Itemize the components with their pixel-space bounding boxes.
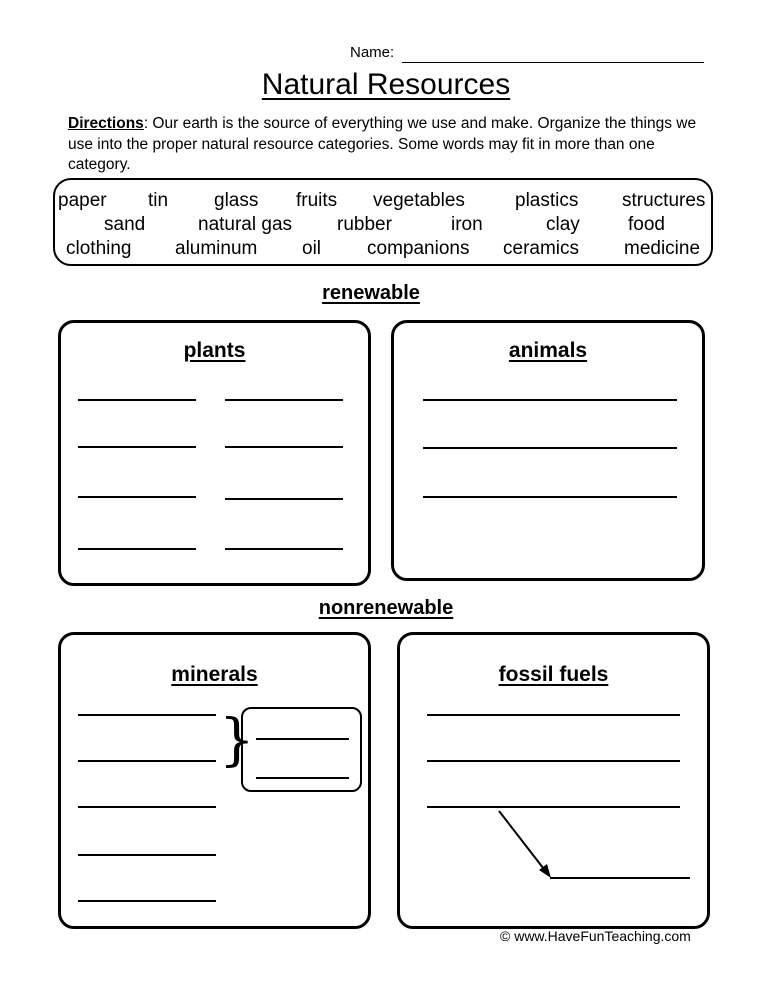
- answer-line[interactable]: [423, 447, 677, 449]
- answer-line[interactable]: [423, 496, 677, 498]
- word-bank-item: aluminum: [175, 238, 258, 259]
- brace-icon: }: [219, 708, 255, 773]
- answer-line[interactable]: [78, 496, 196, 498]
- answer-line[interactable]: [78, 548, 196, 550]
- answer-line[interactable]: [423, 399, 677, 401]
- word-bank-item: glass: [214, 190, 259, 211]
- word-bank-item: oil: [302, 238, 322, 259]
- answer-line[interactable]: [427, 714, 680, 716]
- word-bank-item: clothing: [66, 238, 132, 259]
- animals-box: [391, 320, 705, 581]
- answer-line[interactable]: [427, 760, 680, 762]
- word-bank-item: fruits: [296, 190, 338, 211]
- answer-line[interactable]: [256, 738, 349, 740]
- directions: [68, 114, 718, 176]
- minerals-sub-box: [241, 707, 362, 792]
- directions-text: : Our earth is the source of everything we use and make. Organize the things we use into the proper natural resource categories. Some words may fit in more than one category.: [68, 115, 697, 173]
- answer-line[interactable]: [78, 806, 216, 808]
- copyright: © www.HaveFunTeaching.com: [500, 928, 691, 944]
- word-bank-item: structures: [622, 190, 706, 211]
- answer-line[interactable]: [78, 900, 216, 902]
- word-bank-item: tin: [148, 190, 169, 211]
- answer-line[interactable]: [225, 399, 343, 401]
- arrow-icon: [495, 807, 555, 882]
- word-bank-item: paper: [58, 190, 107, 211]
- answer-line[interactable]: [78, 399, 196, 401]
- answer-line[interactable]: [225, 446, 343, 448]
- minerals-title: minerals: [171, 663, 258, 686]
- answer-line[interactable]: [256, 777, 349, 779]
- word-bank-item: plastics: [515, 190, 579, 211]
- word-bank-item: clay: [546, 214, 580, 235]
- answer-line[interactable]: [78, 760, 216, 762]
- word-bank-item: medicine: [624, 238, 701, 259]
- word-bank-item: sand: [104, 214, 146, 235]
- answer-line[interactable]: [78, 446, 196, 448]
- minerals-box: [58, 632, 371, 929]
- word-bank-item: vegetables: [373, 190, 465, 211]
- answer-line[interactable]: [550, 877, 690, 879]
- nonrenewable-heading: nonrenewable: [318, 597, 454, 619]
- name-label: Name:: [350, 44, 395, 61]
- word-bank-item: companions: [367, 238, 470, 259]
- fossil-fuels-title: fossil fuels: [498, 663, 609, 686]
- fossil-fuels-box: [397, 632, 710, 929]
- answer-line[interactable]: [78, 714, 216, 716]
- word-bank-item: ceramics: [503, 238, 580, 259]
- answer-line[interactable]: [225, 548, 343, 550]
- animals-title: animals: [508, 339, 588, 362]
- directions-label: Directions: [68, 115, 144, 132]
- plants-box: [58, 320, 371, 586]
- word-bank-item: iron: [451, 214, 483, 235]
- page-title: Natural Resources: [261, 68, 511, 101]
- word-bank-item: food: [628, 214, 665, 235]
- renewable-heading: renewable: [322, 282, 420, 304]
- word-bank-item: natural gas: [198, 214, 293, 235]
- answer-line[interactable]: [225, 498, 343, 500]
- name-field-line[interactable]: [402, 62, 704, 63]
- word-bank-item: rubber: [337, 214, 392, 235]
- answer-line[interactable]: [78, 854, 216, 856]
- plants-title: plants: [183, 339, 246, 362]
